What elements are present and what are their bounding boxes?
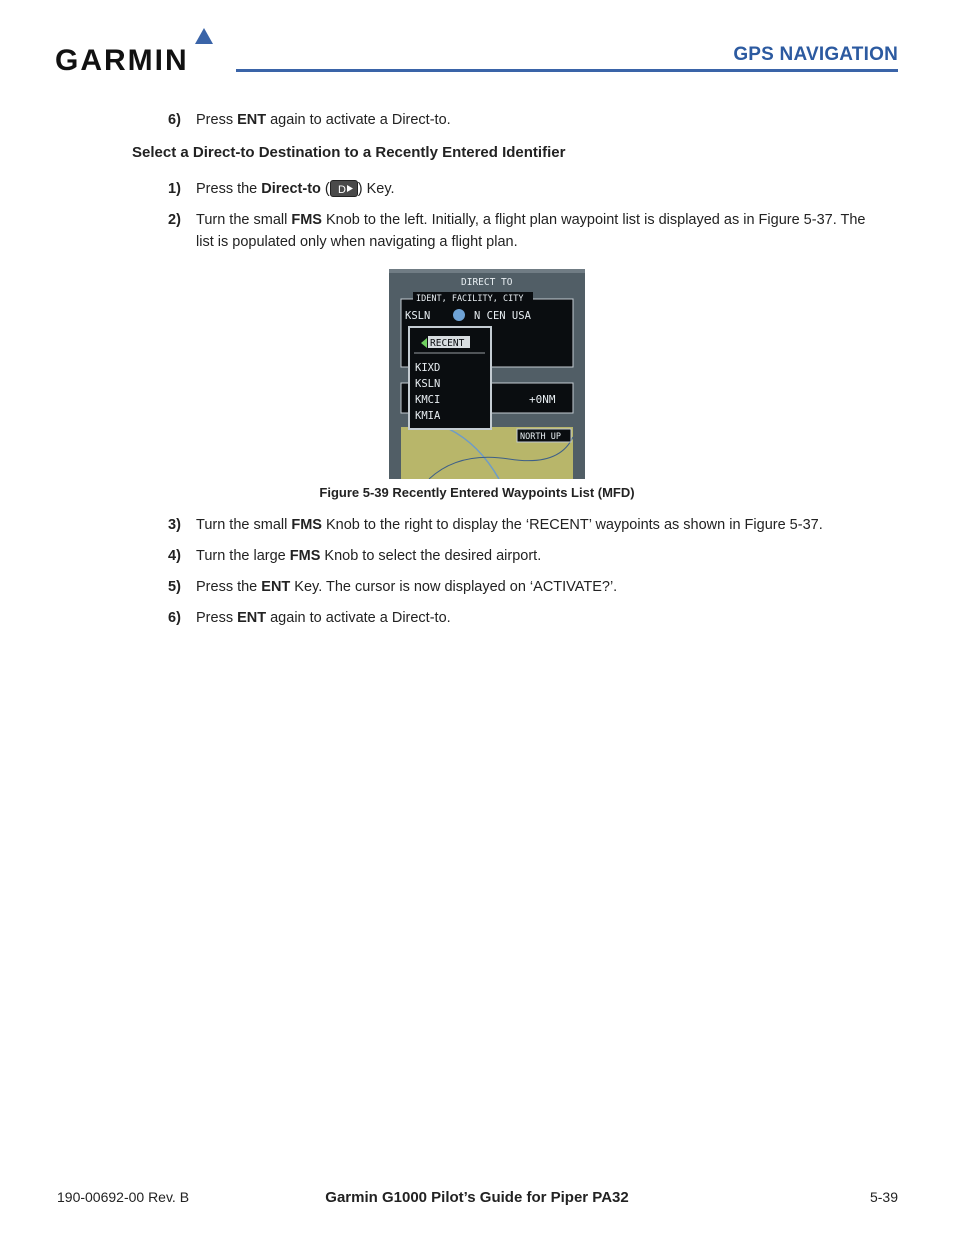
footer-title: Garmin G1000 Pilot’s Guide for Piper PA32 xyxy=(325,1189,629,1206)
city-value: N CEN USA xyxy=(474,310,531,322)
knob-icon xyxy=(453,309,465,321)
svg-text:D: D xyxy=(337,184,346,196)
ident-value: KSLN xyxy=(405,310,431,322)
step-number: 5) xyxy=(168,579,181,595)
figure-caption: Figure 5-39 Recently Entered Waypoints List (MFD) xyxy=(319,485,635,500)
step-number: 3) xyxy=(168,517,181,533)
step-text: Press ENT again to activate a Direct-to. xyxy=(196,610,451,626)
distance-value: +0NM xyxy=(529,393,556,406)
tab-label: IDENT, FACILITY, CITY xyxy=(416,294,524,304)
step-text: Turn the small FMS Knob to the left. Initially, a flight plan waypoint list is displayed as in Figure 5-37. The list is populated only when navigating a flight plan. xyxy=(196,212,866,250)
garmin-logo xyxy=(55,26,220,76)
step-number: 6) xyxy=(168,610,181,626)
figure-title: DIRECT TO xyxy=(461,277,513,288)
footer-page-number: 5-39 xyxy=(869,1189,898,1205)
recent-header: RECENT xyxy=(430,338,465,349)
step-text: Press the ENT Key. The cursor is now displayed on ‘ACTIVATE?’. xyxy=(196,579,618,595)
direct-to-key-icon xyxy=(330,180,358,197)
recent-item: KSLN xyxy=(415,378,441,390)
step-text: Turn the small FMS Knob to the right to display the ‘RECENT’ waypoints as shown in Figure 5-37. xyxy=(196,517,823,533)
svg-text:GARMIN: GARMIN xyxy=(55,44,189,76)
step-text: Press the Direct-to ( D ) Key. xyxy=(196,181,395,197)
step-number: 6) xyxy=(168,112,181,128)
step-number: 4) xyxy=(168,548,181,564)
step-number: 1) xyxy=(168,181,181,197)
recent-item: KMIA xyxy=(415,410,441,422)
mfd-direct-to-figure xyxy=(389,269,585,479)
footer-doc-number: 190-00692-00 Rev. B xyxy=(57,1189,190,1205)
step-number: 2) xyxy=(168,212,181,228)
step-text: Press ENT again to activate a Direct-to. xyxy=(196,112,451,128)
recent-item: KMCI xyxy=(415,394,441,406)
section-title: GPS NAVIGATION xyxy=(733,44,898,65)
header-rule xyxy=(236,69,898,72)
subheading: Select a Direct-to Destination to a Recently Entered Identifier xyxy=(132,144,566,161)
step-text: Turn the large FMS Knob to select the desired airport. xyxy=(196,548,542,564)
map-orientation: NORTH UP xyxy=(520,432,561,442)
recent-item: KIXD xyxy=(415,362,441,374)
